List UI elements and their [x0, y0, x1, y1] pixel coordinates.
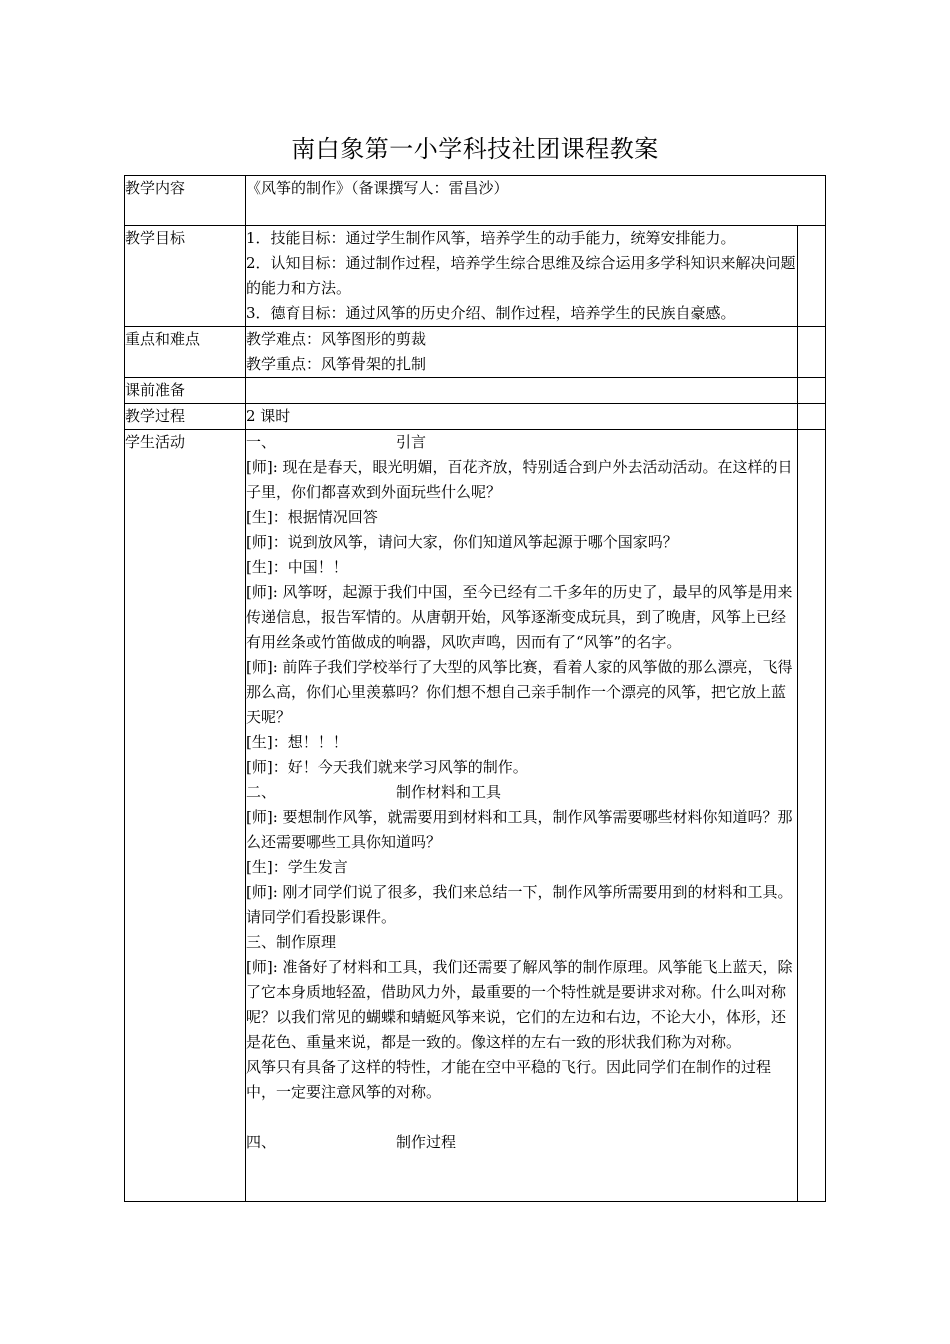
section-heading: 三、制作原理 — [246, 933, 337, 951]
blank-cell — [798, 404, 826, 430]
row-preparation — [125, 378, 826, 404]
goal-item: 3．德育目标：通过风筝的历史介绍、制作过程，培养学生的民族自豪感。 — [246, 304, 736, 322]
row-teaching-process — [125, 404, 826, 430]
blank-cell — [798, 378, 826, 404]
goal-item: 1．技能目标：通过学生制作风筝，培养学生的动手能力，统筹安排能力。 — [246, 229, 736, 247]
section-title: 制作过程 — [396, 1133, 457, 1151]
row-student-activities — [125, 430, 826, 1202]
paragraph: [生]：想！！！ — [246, 733, 348, 751]
key-point-item: 教学难点：风筝图形的剪裁 — [246, 330, 427, 348]
key-points-value — [246, 327, 798, 378]
section-number: 四、 — [246, 1133, 277, 1151]
lesson-plan-table — [124, 175, 826, 1202]
label-student-activities: 学生活动 — [125, 430, 246, 1202]
label-teaching-process: 教学过程 — [125, 404, 246, 430]
key-point-item: 教学重点：风筝骨架的扎制 — [246, 355, 427, 373]
teaching-content-value: 《风筝的制作》（备课撰写人：雷昌沙） — [246, 176, 826, 226]
paragraph: [师]：好！今天我们就来学习风筝的制作。 — [246, 758, 528, 776]
section-number: 二、 — [246, 783, 277, 801]
row-key-points — [125, 327, 826, 378]
blank-cell — [798, 226, 826, 327]
row-teaching-goals — [125, 226, 826, 327]
teaching-process-value: 2 课时 — [246, 404, 798, 430]
section-heading — [246, 430, 797, 455]
section-title: 引言 — [396, 433, 427, 451]
label-key-points: 重点和难点 — [125, 327, 246, 378]
paragraph: [师]: 刚才同学们说了很多，我们来总结一下，制作风筝所需要用到的材料和工具。请同学们看投影课件。 — [246, 883, 793, 926]
blank-cell — [798, 430, 826, 1202]
paragraph: [师]: 准备好了材料和工具，我们还需要了解风筝的制作原理。风筝能飞上蓝天，除了它本身质地轻盈，借助风力外，最重要的一个特性就是要讲求对称。什么叫对称呢？以我们常见的蝴蝶和蜻蜓风筝来说，它们的左边和右边，不论大小，体形，还是花色、重量来说，都是一致的。像这样的左右一致的形状我们称为对称。 — [246, 958, 793, 1051]
section-number: 一、 — [246, 433, 277, 451]
section-title: 制作材料和工具 — [396, 783, 502, 801]
paragraph: [师]: 前阵子我们学校举行了大型的风筝比赛，看着人家的风筝做的那么漂亮，飞得那么高，你们心里羡慕吗？你们想不想自己亲手制作一个漂亮的风筝，把它放上蓝天呢？ — [246, 658, 793, 726]
page-title: 南白象第一小学科技社团课程教案 — [291, 135, 659, 163]
student-activities-value — [246, 430, 798, 1202]
goal-item: 2．认知目标：通过制作过程，培养学生综合思维及综合运用多学科知识来解决问题的能力和方法。 — [246, 254, 796, 297]
section-heading — [246, 1130, 797, 1155]
paragraph: [师]: 风筝呀，起源于我们中国，至今已经有二千多年的历史了，最早的风筝是用来传递信息，报告军情的。从唐朝开始，风筝逐渐变成玩具，到了晚唐，风筝上已经有用丝条或竹笛做成的响器，风吹声鸣，因而有了“风筝”的名字。 — [246, 583, 793, 651]
paragraph: [师]: 要想制作风筝，就需要用到材料和工具，制作风筝需要哪些材料你知道吗？那么还需要哪些工具你知道吗？ — [246, 808, 793, 851]
paragraph: [师]: 现在是春天，眼光明媚，百花齐放，特别适合到户外去活动活动。在这样的日子里，你们都喜欢到外面玩些什么呢？ — [246, 458, 793, 501]
paragraph: [生]：根据情况回答 — [246, 508, 378, 526]
preparation-value — [246, 378, 798, 404]
paragraph: [师]：说到放风筝，请问大家，你们知道风筝起源于哪个国家吗？ — [246, 533, 678, 551]
row-teaching-content — [125, 176, 826, 226]
paragraph: [生]：学生发言 — [246, 858, 348, 876]
paragraph: 风筝只有具备了这样的特性，才能在空中平稳的飞行。因此同学们在制作的过程中，一定要注意风筝的对称。 — [246, 1058, 772, 1101]
section-heading — [246, 780, 797, 805]
label-teaching-content: 教学内容 — [125, 176, 246, 226]
blank-line — [246, 1105, 797, 1130]
label-teaching-goals: 教学目标 — [125, 226, 246, 327]
blank-cell — [798, 327, 826, 378]
label-preparation: 课前准备 — [125, 378, 246, 404]
teaching-goals-value — [246, 226, 798, 327]
paragraph: [生]：中国！！ — [246, 558, 348, 576]
